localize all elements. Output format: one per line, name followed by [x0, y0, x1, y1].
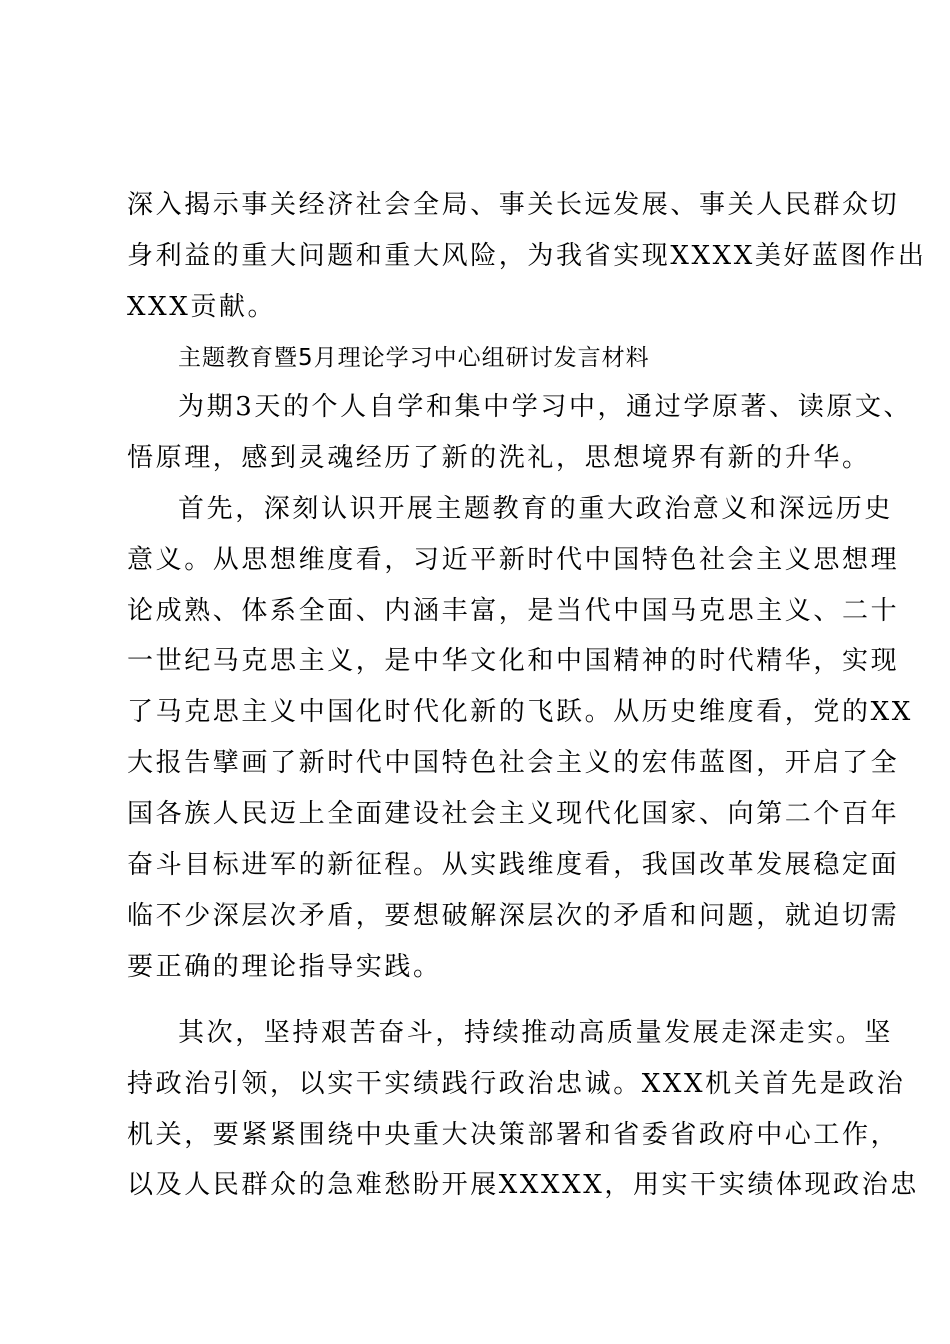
text-line: 其次，坚持艰苦奋斗，持续推动高质量发展走深走实。坚: [178, 1018, 894, 1048]
text-line: 机关，要紧紧围绕中央重大决策部署和省委省政府中心工作，: [127, 1120, 900, 1150]
text-line: 首先，深刻认识开展主题教育的重大政治意义和深远历史: [178, 494, 894, 524]
text-line: 大报告擘画了新时代中国特色社会主义的宏伟蓝图，开启了全: [127, 748, 900, 778]
text-line: 临不少深层次矛盾，要想破解深层次的矛盾和问题，就迫切需: [127, 901, 900, 931]
text-line: 了马克思主义中国化时代化新的飞跃。从历史维度看，党的XX: [127, 697, 913, 727]
text-line: 论成熟、体系全面、内涵丰富，是当代中国马克思主义、二十: [127, 596, 900, 626]
text-line: 一世纪马克思主义，是中华文化和中国精神的时代精华，实现: [127, 646, 900, 676]
text-line: 以及人民群众的急难愁盼开展XXXXX，用实干实绩体现政治忠: [127, 1170, 919, 1200]
text-line: 为期3天的个人自学和集中学习中，通过学原著、读原文、: [178, 392, 913, 422]
text-line: 奋斗目标进军的新征程。从实践维度看，我国改革发展稳定面: [127, 850, 900, 880]
text-line: 悟原理，感到灵魂经历了新的洗礼，思想境界有新的升华。: [127, 443, 871, 473]
text-line: 深入揭示事关经济社会全局、事关长远发展、事关人民群众切: [127, 190, 900, 220]
text-line: 持政治引领，以实干实绩践行政治忠诚。XXX机关首先是政治: [127, 1069, 906, 1099]
text-line: 要正确的理论指导实践。: [127, 952, 442, 982]
text-line: 意义。从思想维度看，习近平新时代中国特色社会主义思想理: [127, 545, 900, 575]
section-title: 主题教育暨5月理论学习中心组研讨发言材料: [178, 345, 650, 371]
text-line: 身利益的重大问题和重大风险，为我省实现XXXX美好蓝图作出: [127, 241, 927, 271]
text-line: XXX贡献。: [127, 292, 277, 322]
text-line: 国各族人民迈上全面建设社会主义现代化国家、向第二个百年: [127, 799, 900, 829]
